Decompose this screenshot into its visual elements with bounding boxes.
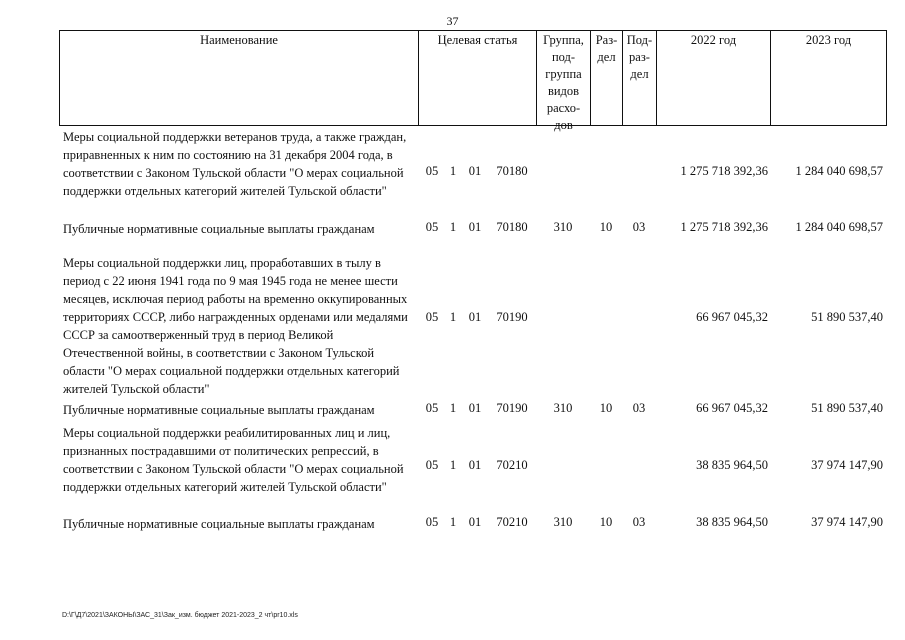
page-number: 37: [446, 14, 459, 28]
header-section: Раз- дел: [591, 31, 623, 125]
row-target-3: 01: [468, 310, 482, 324]
row-target-4: 70190: [496, 401, 528, 415]
row-target-2: 1: [449, 401, 457, 415]
row-group: 310: [553, 401, 573, 415]
header-target-article: Целевая статья: [419, 31, 537, 125]
row-subsection: 03: [632, 515, 646, 529]
row-target-1: 05: [425, 310, 439, 324]
file-path-footer: D:\Г\Д7\2021\ЗАКОНЫ\ЗАС_31\Зак_изм. бюджет 2021-2023_2 чт\pr10.xls: [62, 612, 298, 619]
row-2022: 38 835 964,50: [696, 515, 768, 529]
header-group: Группа, под- группа видов расхо- дов: [537, 31, 591, 125]
row-target-3: 01: [468, 458, 482, 472]
row-target-2: 1: [449, 515, 457, 529]
row-target-3: 01: [468, 164, 482, 178]
row-2023: 37 974 147,90: [811, 515, 883, 529]
row-target-1: 05: [425, 401, 439, 415]
row-section: 10: [599, 220, 613, 234]
row-2023: 1 284 040 698,57: [795, 164, 883, 178]
row-target-2: 1: [449, 458, 457, 472]
row-target-3: 01: [468, 401, 482, 415]
row-name: Меры социальной поддержки реабилитированных лиц и лиц, признанных пострадавшими от политических репрессий, в соответствии с Законом Тульской области "О мерах социальной поддержки отдельных категорий жителей Тульской области": [63, 426, 404, 494]
row-subsection: 03: [632, 220, 646, 234]
row-subsection: 03: [632, 401, 646, 415]
row-target-4: 70190: [496, 310, 528, 324]
row-name: Меры социальной поддержки лиц, проработавших в тылу в период с 22 июня 1941 года по 9 мая 1945 года не менее шести месяцев, исключая период работы на временно оккупированных территориях СССР, либо награжденных орденами или медалями СССР за самоотверженный труд в период Великой Отечественной войны, в соответствии с Законом Тульской области "О мерах социальной поддержки отдельных категорий жителей Тульской области": [63, 256, 408, 396]
row-target-3: 01: [468, 515, 482, 529]
header-2023: 2023 год: [805, 33, 852, 47]
row-2022: 66 967 045,32: [696, 401, 768, 415]
row-group: 310: [553, 220, 573, 234]
row-section: 10: [599, 515, 613, 529]
header-2022: 2022 год: [657, 31, 771, 125]
row-2023: 51 890 537,40: [811, 310, 883, 324]
row-2022: 1 275 718 392,36: [680, 164, 768, 178]
row-name: Меры социальной поддержки ветеранов труда, а также граждан, приравненных к ним по состоянию на 31 декабря 2004 года, в соответствии с Законом Тульской области "О мерах социальной поддержки отдельных категорий жителей Тульской области": [63, 130, 407, 198]
row-target-2: 1: [449, 310, 457, 324]
row-target-2: 1: [449, 164, 457, 178]
row-name: Публичные нормативные социальные выплаты гражданам: [63, 517, 375, 531]
row-target-4: 70180: [496, 220, 528, 234]
header-subsection: Под- раз- дел: [623, 31, 657, 125]
row-target-4: 70210: [496, 515, 528, 529]
row-target-4: 70210: [496, 458, 528, 472]
row-target-4: 70180: [496, 164, 528, 178]
row-2023: 37 974 147,90: [811, 458, 883, 472]
row-target-1: 05: [425, 515, 439, 529]
row-2022: 1 275 718 392,36: [680, 220, 768, 234]
row-2023: 51 890 537,40: [811, 401, 883, 415]
row-2023: 1 284 040 698,57: [795, 220, 883, 234]
row-target-1: 05: [425, 458, 439, 472]
row-2022: 38 835 964,50: [696, 458, 768, 472]
row-target-2: 1: [449, 220, 457, 234]
row-name: Публичные нормативные социальные выплаты гражданам: [63, 222, 375, 236]
row-name: Публичные нормативные социальные выплаты гражданам: [63, 403, 375, 417]
row-group: 310: [553, 515, 573, 529]
row-target-1: 05: [425, 220, 439, 234]
table-header: [59, 30, 887, 132]
row-section: 10: [599, 401, 613, 415]
row-2022: 66 967 045,32: [696, 310, 768, 324]
row-target-3: 01: [468, 220, 482, 234]
header-name: Наименование: [60, 31, 419, 125]
row-target-1: 05: [425, 164, 439, 178]
